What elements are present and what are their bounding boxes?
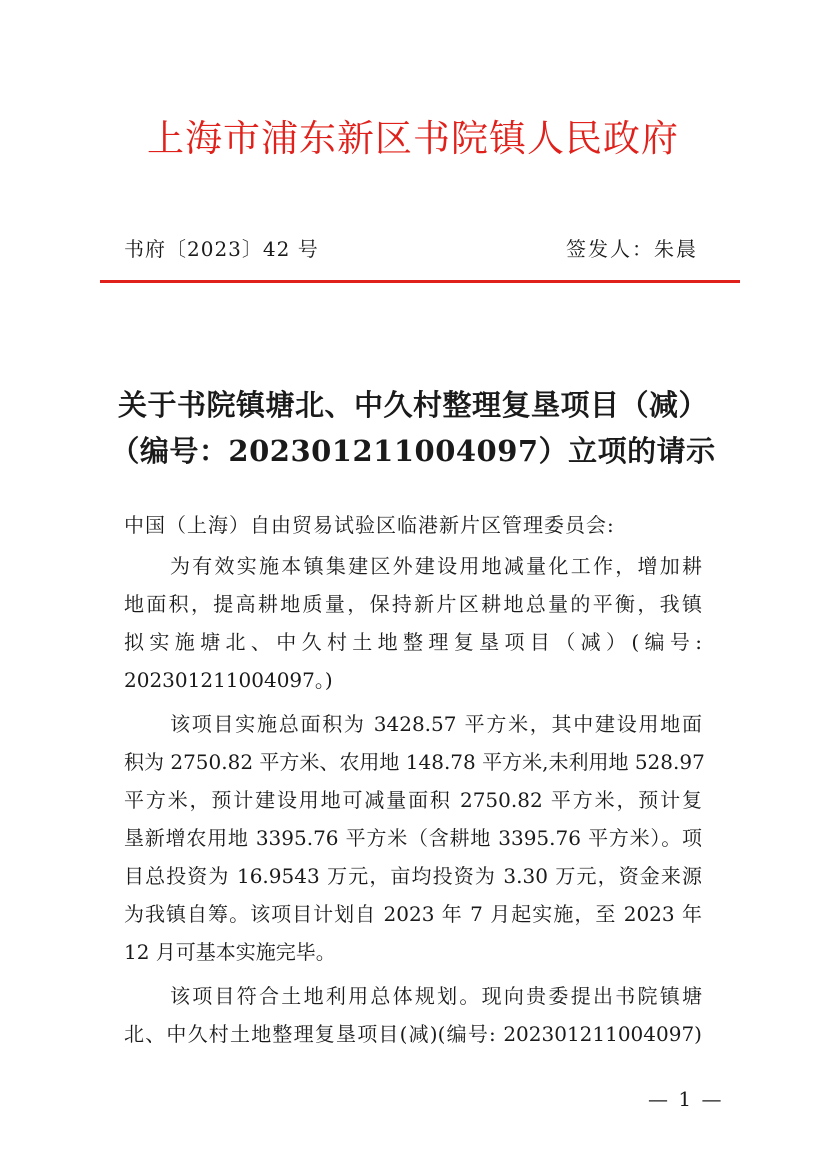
paragraph-2-line-6: 为我镇自筹。该项目计划自 2023 年 7 月起实施，至 2023 年: [124, 902, 702, 926]
signer-label: 签发人：朱晨: [566, 237, 698, 261]
addressee: 中国（上海）自由贸易试验区临港新片区管理委员会:: [124, 513, 615, 537]
paragraph-2-line-7: 12 月可基本实施完毕。: [124, 940, 336, 964]
paragraph-2-line-4: 垦新增农用地 3395.76 平方米（含耕地 3395.76 平方米）。项: [124, 826, 702, 850]
page-number: — 1 —: [648, 1087, 724, 1111]
document-title-line-1: 关于书院镇塘北、中久村整理复垦项目（减）: [117, 388, 708, 422]
paragraph-1-line-2: 地面积，提高耕地质量，保持新片区耕地总量的平衡，我镇: [124, 592, 702, 616]
document-title: [100, 382, 726, 474]
issuing-authority-title: 上海市浦东新区书院镇人民政府: [147, 117, 679, 160]
paragraph-2-line-5: 目总投资为 16.9543 万元，亩均投资为 3.30 万元，资金来源: [124, 864, 702, 888]
paragraph-3-line-2: 北、中久村土地整理复垦项目(减)(编号: 202301211004097): [124, 1022, 702, 1046]
document-number: 书府〔2023〕42 号: [124, 237, 319, 261]
paragraph-2-line-3: 平方米，预计建设用地可减量面积 2750.82 平方米，预计复: [124, 788, 702, 812]
paragraph-1-line-3: 拟实施塘北、中久村土地整理复垦项目（减）(编号:: [124, 630, 702, 654]
document-title-line-2: （编号：202301211004097）立项的请示: [110, 434, 716, 468]
body-text: [124, 547, 705, 1053]
paragraph-2-line-1: 该项目实施总面积为 3428.57 平方米，其中建设用地面: [170, 712, 702, 736]
red-separator-line: [100, 280, 740, 283]
paragraph-3-line-1: 该项目符合土地利用总体规划。现向贵委提出书院镇塘: [170, 984, 702, 1008]
paragraph-2-line-2: 积为 2750.82 平方米、农用地 148.78 平方米,未利用地 528.97: [124, 750, 705, 774]
paragraph-1-line-1: 为有效实施本镇集建区外建设用地减量化工作，增加耕: [170, 554, 702, 578]
paragraph-1-line-4: 202301211004097。): [124, 668, 333, 692]
